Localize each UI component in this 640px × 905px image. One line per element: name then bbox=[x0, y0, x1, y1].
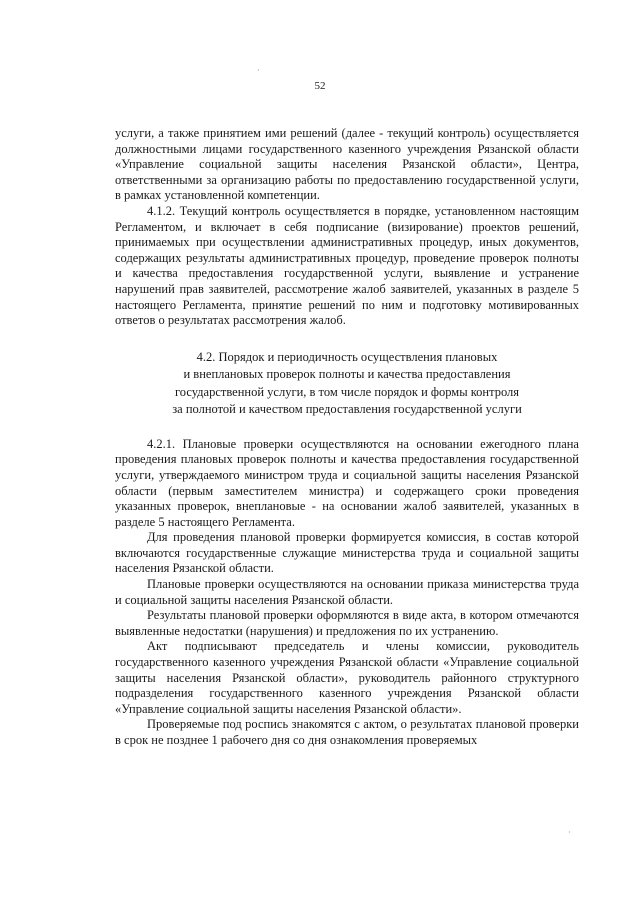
paragraph-bottom-5: Акт подписывают председатель и члены комиссии, руководитель государственного казенного учреждения Рязанской области «Управление социальной защиты населения Рязанской области», руководитель районного структурного подразделения государственного казенного учреждения Рязанской области «Управление социальной защиты населения Рязанской области». bbox=[115, 639, 579, 716]
section-heading bbox=[115, 349, 579, 419]
page-number: 52 bbox=[314, 80, 326, 92]
section-heading-line: за полнотой и качеством предоставления государственной услуги bbox=[172, 402, 522, 417]
paragraph-top-1: услуги, а также принятием ими решений (далее - текущий контроль) осуществляется должностными лицами государственного казенного учреждения Рязанской области «Управление социальной защиты населения Рязанской области», Центра, ответственными за организацию работы по предоставлению государственной услуги, в рамках установленной компетенции. bbox=[115, 126, 579, 203]
paragraph-bottom-4: Результаты плановой проверки оформляются в виде акта, в котором отмечаются выявленные недостатки (нарушения) и предложения по их устранению. bbox=[115, 608, 579, 638]
paragraph-bottom-1: 4.2.1. Плановые проверки осуществляются на основании ежегодного плана проведения плановых проверок полноты и качества предоставления государственной услуги, утверждаемого министром труда и социальной защиты населения Рязанской области (первым заместителем министра) и содержащего сроки проведения указанных проверок, внеплановые - на основании жалоб заявителей, указанных в разделе 5 настоящего Регламента. bbox=[115, 436, 579, 529]
scan-speck: · bbox=[257, 66, 260, 75]
paragraph-bottom-3: Плановые проверки осуществляются на основании приказа министерства труда и социальной защиты населения Рязанской области. bbox=[115, 577, 579, 607]
section-heading-line: государственной услуги, в том числе порядок и формы контроля bbox=[174, 384, 520, 399]
section-heading-line: 4.2. Порядок и периодичность осуществления плановых bbox=[196, 349, 498, 364]
scan-speck: · bbox=[568, 828, 571, 837]
paragraph-bottom-2: Для проведения плановой проверки формируется комиссия, в состав которой включаются государственные служащие министерства труда и социальной защиты населения Рязанской области. bbox=[115, 530, 579, 576]
document-body bbox=[115, 126, 579, 749]
section-heading-line: и внеплановых проверок полноты и качества предоставления bbox=[183, 367, 511, 382]
paragraph-top-2: 4.1.2. Текущий контроль осуществляется в порядке, установленном настоящим Регламентом, и включает в себя подписание (визирование) проектов решений, принимаемых при осуществлении административных процедур, иных документов, содержащих результаты административных процедур, проведение проверок полноты и качества предоставления государственной услуги, выявление и устранение нарушений прав заявителей, рассмотрение жалоб заявителей, указанных в разделе 5 настоящего Регламента, принятие решений по ним и подготовку мотивированных ответов о результатах рассмотрения жалоб. bbox=[115, 203, 579, 328]
paragraph-bottom-6: Проверяемые под роспись знакомятся с актом, о результатах плановой проверки в срок не позднее 1 рабочего дня со дня ознакомления проверяемых bbox=[115, 717, 579, 747]
